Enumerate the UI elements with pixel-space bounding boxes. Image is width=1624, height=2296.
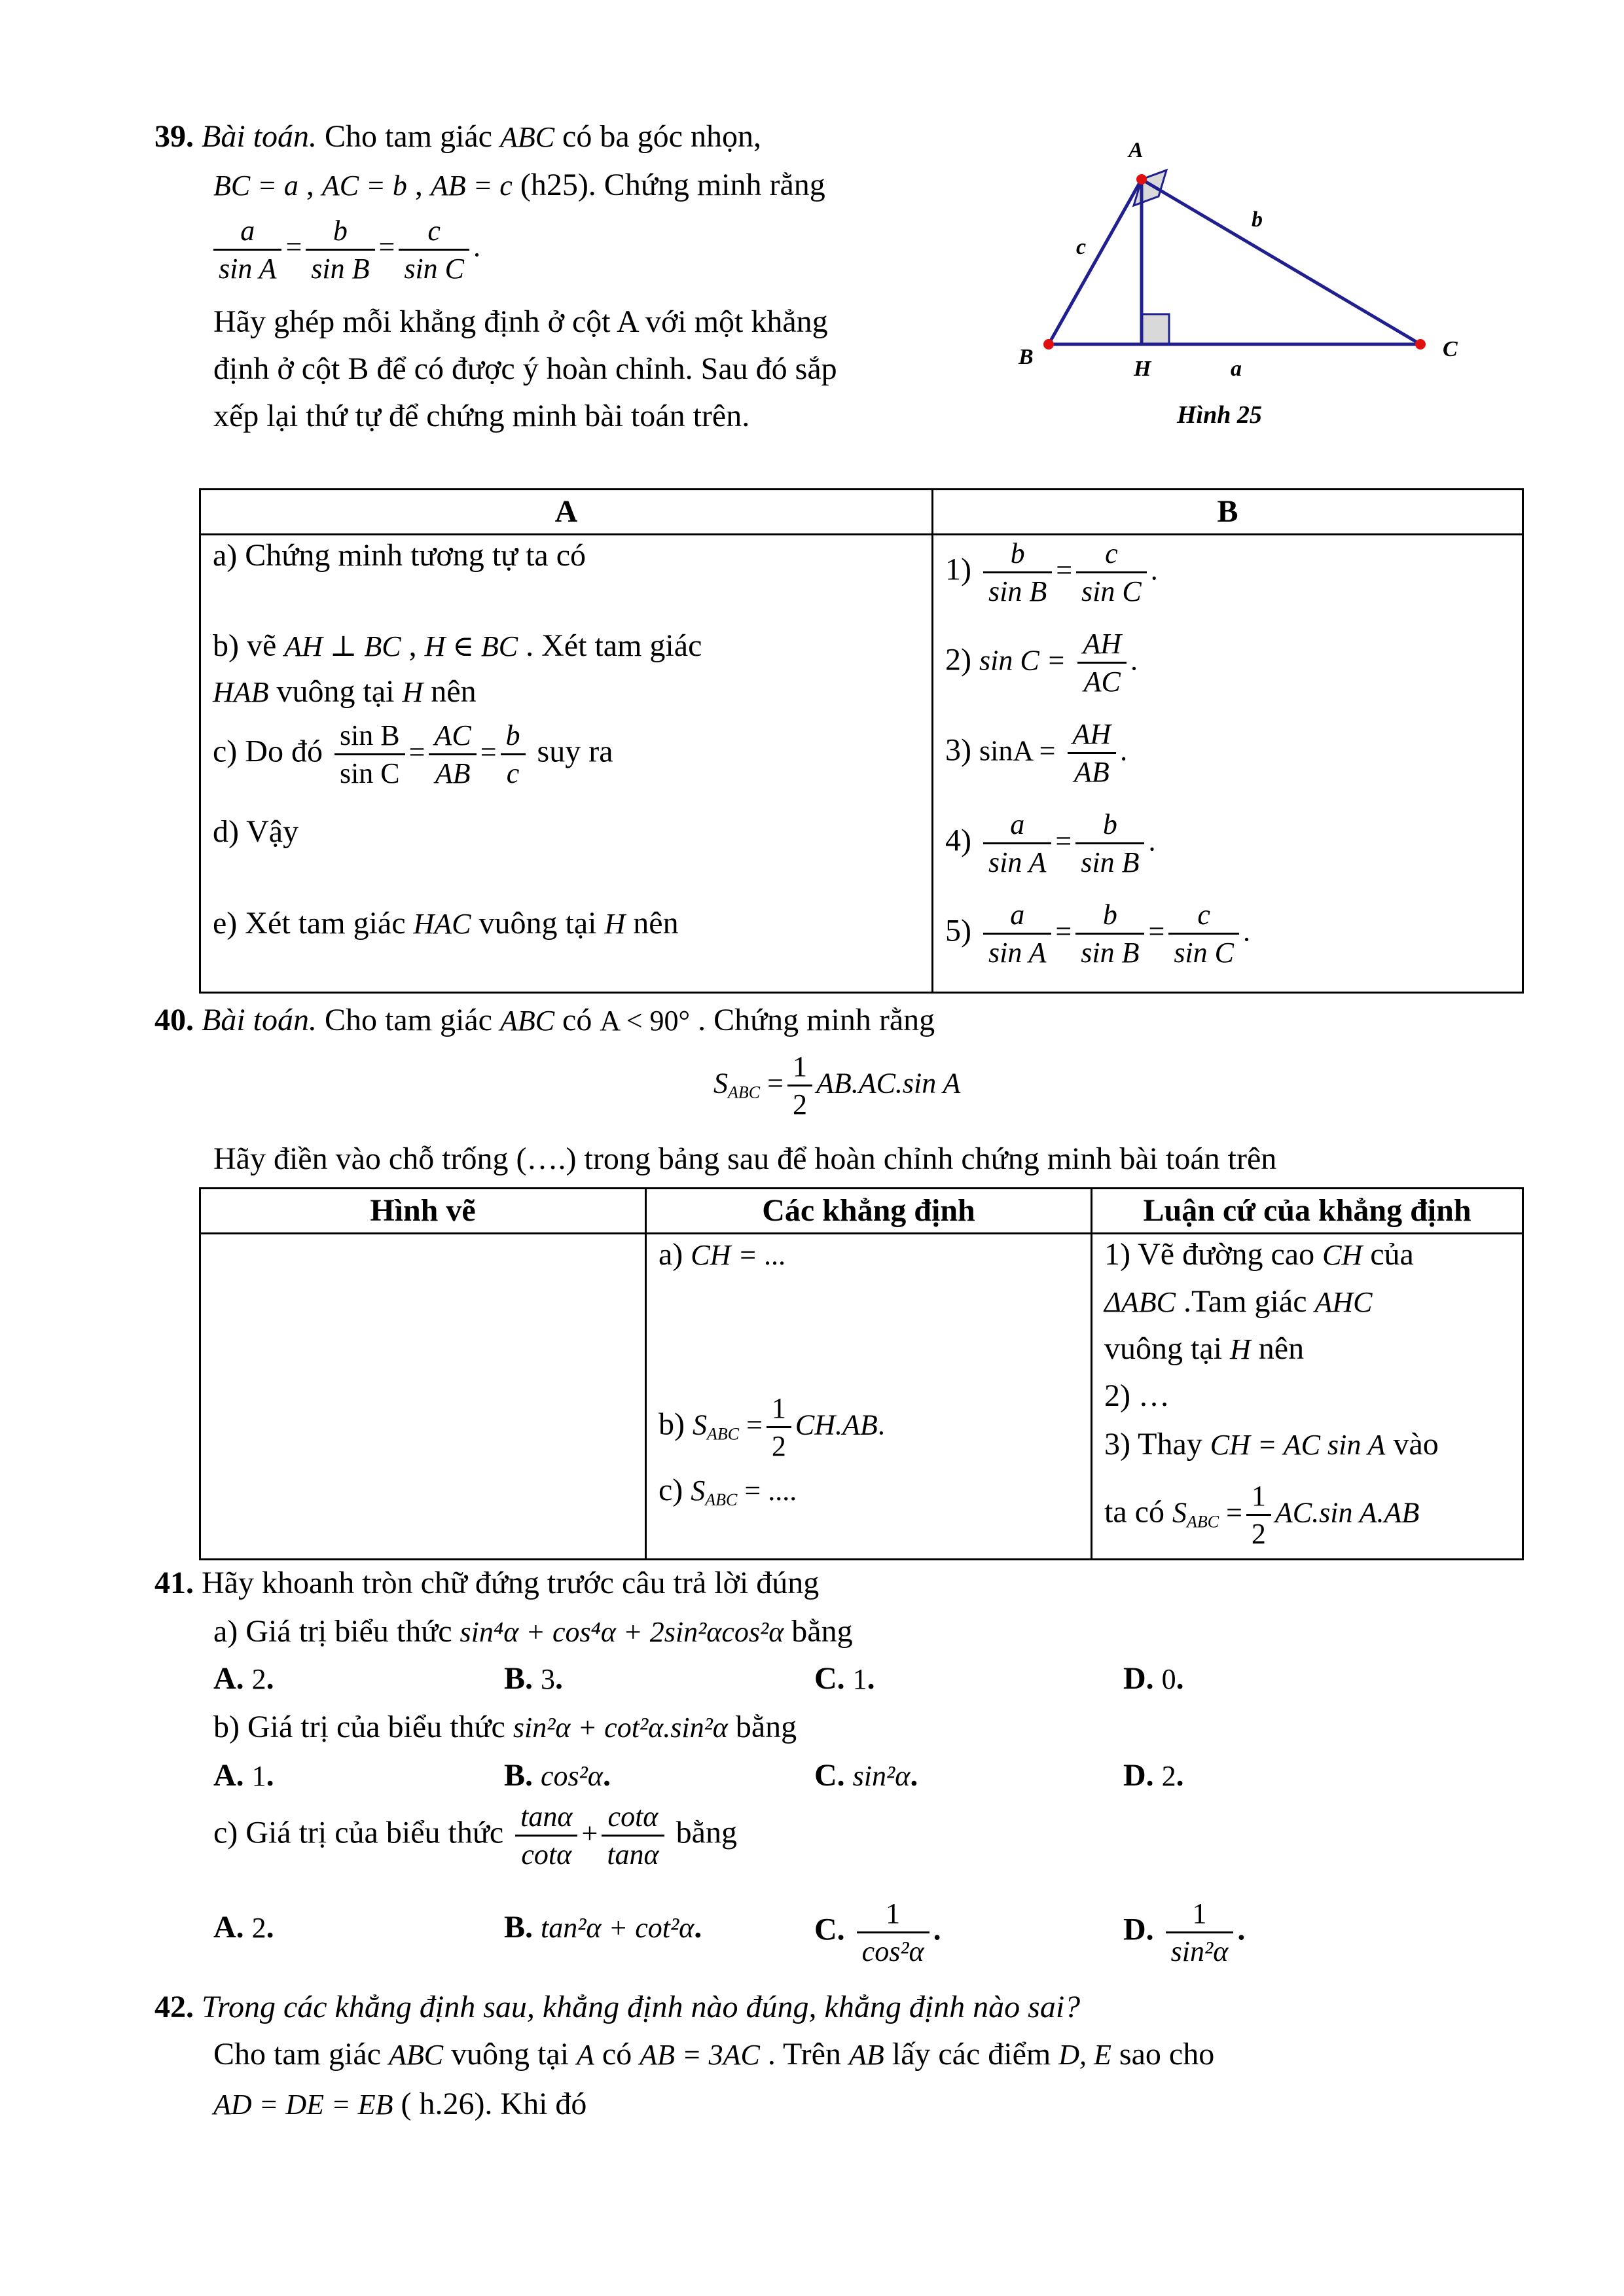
q40-reason-1: 1) Vẽ đường cao CH của [1104,1237,1414,1272]
label-side-a: a [1231,357,1242,381]
q39-col-b-header: B [933,490,1523,535]
q41-a-options [0,1659,1624,1704]
q40-claim-a: a) CH = ... [659,1237,787,1272]
point-c [1415,339,1426,350]
q42-line3: AD = DE = EB ( h.26). Khi đó [213,2087,587,2121]
q39-a-item-e: e) Xét tam giác HAC vuông tại H nên [213,906,679,941]
q39-abc: ABC [499,121,555,153]
q39-col-b-cell [933,535,1523,993]
q41-a-option-b[interactable]: B. 3. [504,1661,564,1696]
q41-number: 41. [154,1566,194,1600]
q40-line1: 40. Bài toán. Cho tam giác ABC có A < 90° . Chứng minh rằng [154,1003,935,1037]
eq: = [378,230,395,263]
label-h: H [1134,357,1151,381]
q41-c-option-b[interactable]: B. tan²α + cot²α. [504,1910,702,1945]
q41-a-option-c[interactable]: C. 1. [814,1661,875,1696]
q41-c-option-d[interactable]: D. $\frac{1}{\text{sin²α}}$ . [1123,1895,1245,1969]
q40-reason-3: 3) Thay CH = AC sin A vào [1104,1427,1439,1462]
q39-ac-eq: AC = b [321,170,407,202]
q41-a-option-a[interactable]: A. 2. [213,1661,274,1696]
q39-instr-1: Hãy ghép mỗi khẳng định ở cột A với một khẳng [213,304,828,339]
q39-b-item-5: 5) $\frac{a}{\text{sin A}}$ = $\frac{b}{\text{sin B}}$ = $\frac{c}{\text{sin C}}$ . [945,897,1250,971]
q42-number: 42. [154,1990,194,2024]
point-a [1136,174,1147,185]
q40-instruction: Hãy điền vào chỗ trống (….) trong bảng sau để hoàn chỉnh chứng minh bài toán trên [213,1141,1277,1176]
q40-reasons-cell [1092,1234,1523,1560]
q39-sep2: , [406,168,431,202]
q41-a-option-d[interactable]: D. 0. [1123,1661,1184,1696]
q39-col-a-cell [200,535,933,993]
q41-c-options [0,1895,1624,1974]
q39-line2-end: (h25). Chứng minh rằng [512,168,825,202]
point-b [1043,339,1054,350]
q40-claim-c: c) $S_{ABC}$ = .... [659,1473,797,1509]
q39-ab-eq: AB = c [430,170,513,202]
q39-line1 [154,117,761,157]
q40-condition: A < 90° [600,1005,691,1037]
q39-instr-2: định ở cột B để có được ý hoàn chỉnh. Sau đó sắp [213,351,837,386]
q40-reason-3-line2: ta có $S_{ABC}$ = $\frac{1}{2}$ AC.sin A.AB [1104,1478,1419,1552]
q39-b-item-2: 2) sin C = $\frac{AH}{AC}$ . [945,626,1138,700]
q40-col-claims-header: Các khẳng định [646,1189,1092,1234]
q39-text: Cho tam giác [317,119,500,154]
q39-a-item-d: d) Vậy [213,814,299,849]
q40-col-reasons-header: Luận cứ của khẳng định [1092,1189,1523,1234]
q39-lead: Bài toán. [202,119,317,154]
q40-lead: Bài toán. [202,1003,317,1037]
q39-b-item-3: 3) sinA = $\frac{AH}{AB}$ . [945,716,1127,790]
q42-text: Trong các khẳng định sau, khẳng định nào đúng, khẳng định nào sai? [202,1990,1081,2024]
label-a: A [1128,138,1144,162]
dot: . [473,230,481,263]
q41-a-question: a) Giá trị biểu thức sin⁴α + cos⁴α + 2sin²αcos²α bằng [213,1614,853,1649]
label-side-c: c [1076,235,1087,259]
side-ab [1049,179,1142,344]
q40-reason-1-line3: vuông tại H nên [1104,1331,1305,1366]
q39-text-end: có ba góc nhọn, [554,119,761,154]
q39-sep1: , [298,168,322,202]
q39-ratio-formula [209,213,480,287]
q40-reason-2: 2) … [1104,1378,1170,1413]
q40-figure-cell [200,1234,646,1560]
figure-25-triangle [995,131,1492,432]
q39-a-item-b-line1: b) vẽ AH ⊥ BC , H ∈ BC . Xét tam giác [213,628,702,663]
q40-col-figure-header: Hình vẽ [200,1189,646,1234]
eq: = [285,230,302,263]
q39-b-item-4: 4) $\frac{a}{\text{sin A}}$ = $\frac{b}{\text{sin B}}$ . [945,806,1155,880]
q39-a-item-a: a) Chứng minh tương tự ta có [213,538,586,573]
q39-line2 [213,165,825,206]
label-c: C [1443,337,1458,361]
q39-frac-c: $\frac{c}{\text{sin C}}$ [399,213,469,287]
q41-c-option-a[interactable]: A. 2. [213,1910,274,1945]
q41-b-options [0,1755,1624,1801]
q42-line2: Cho tam giác ABC vuông tại A có AB = 3AC . Trên AB lấy các điểm D, E sao cho [213,2037,1215,2072]
q40-proof-table [199,1187,1524,1560]
q39-col-a-header: A [200,490,933,535]
q39-number: 39. [154,119,194,154]
q39-match-table [199,488,1524,994]
q41-line1 [154,1563,819,1604]
q39-frac-b: $\frac{b}{\text{sin B}}$ [306,213,374,287]
q41-b-option-b[interactable]: B. cos²α. [504,1758,611,1793]
side-ac [1142,179,1420,344]
q39-instr-3: xếp lại thứ tự để chứng minh bài toán trên. [213,399,750,433]
q39-instruction [213,298,837,440]
q40-claims-cell [646,1234,1092,1560]
q39-b-item-1: 1) $\frac{b}{\text{sin B}}$ = $\frac{c}{\text{sin C}}$ . [945,535,1158,609]
q39-bc-eq: BC = a [213,170,298,202]
figure-caption: Hình 25 [1177,401,1262,429]
q41-c-question: c) Giá trị của biểu thức $\frac{\tan\alpha}{\cot\alpha}$ + $\frac{\cot\alpha}{\tan\alpha}$ bằng [213,1799,737,1873]
q41-b-option-c[interactable]: C. sin²α. [814,1758,918,1793]
q41-b-option-d[interactable]: D. 2. [1123,1758,1184,1793]
q41-b-option-a[interactable]: A. 1. [213,1758,274,1793]
q40-reason-1-line2: ΔABC .Tam giác AHC [1104,1284,1373,1319]
label-b: B [1019,345,1034,369]
q41-text: Hãy khoanh tròn chữ đứng trước câu trả lời đúng [194,1566,820,1600]
q40-claim-b: b) $S_{ABC}$ = $\frac{1}{2}$ CH.AB. [659,1390,885,1464]
q40-formula: $S_{ABC}$ = $\frac{1}{2}$ AB.AC.sin A [713,1049,960,1122]
q41-b-question: b) Giá trị của biểu thức sin²α + cot²α.sin²α bằng [213,1710,797,1744]
q42-line1 [154,1987,1080,2028]
right-angle-mark-h [1142,314,1169,344]
label-side-b: b [1252,207,1263,232]
q39-frac-a: $\frac{a}{\text{sin A}}$ [213,213,281,287]
q39-a-item-b-line2: HAB vuông tại H nên [213,674,477,709]
q39-a-item-c: c) Do đó $\frac{\text{sin B}}{\text{sin C}}$ = $\frac{AC}{AB}$ = $\frac{b}{c}$ suy ra [213,717,613,791]
q41-c-option-c[interactable]: C. $\frac{1}{\text{cos²α}}$ . [814,1895,941,1969]
q40-number: 40. [154,1003,194,1037]
